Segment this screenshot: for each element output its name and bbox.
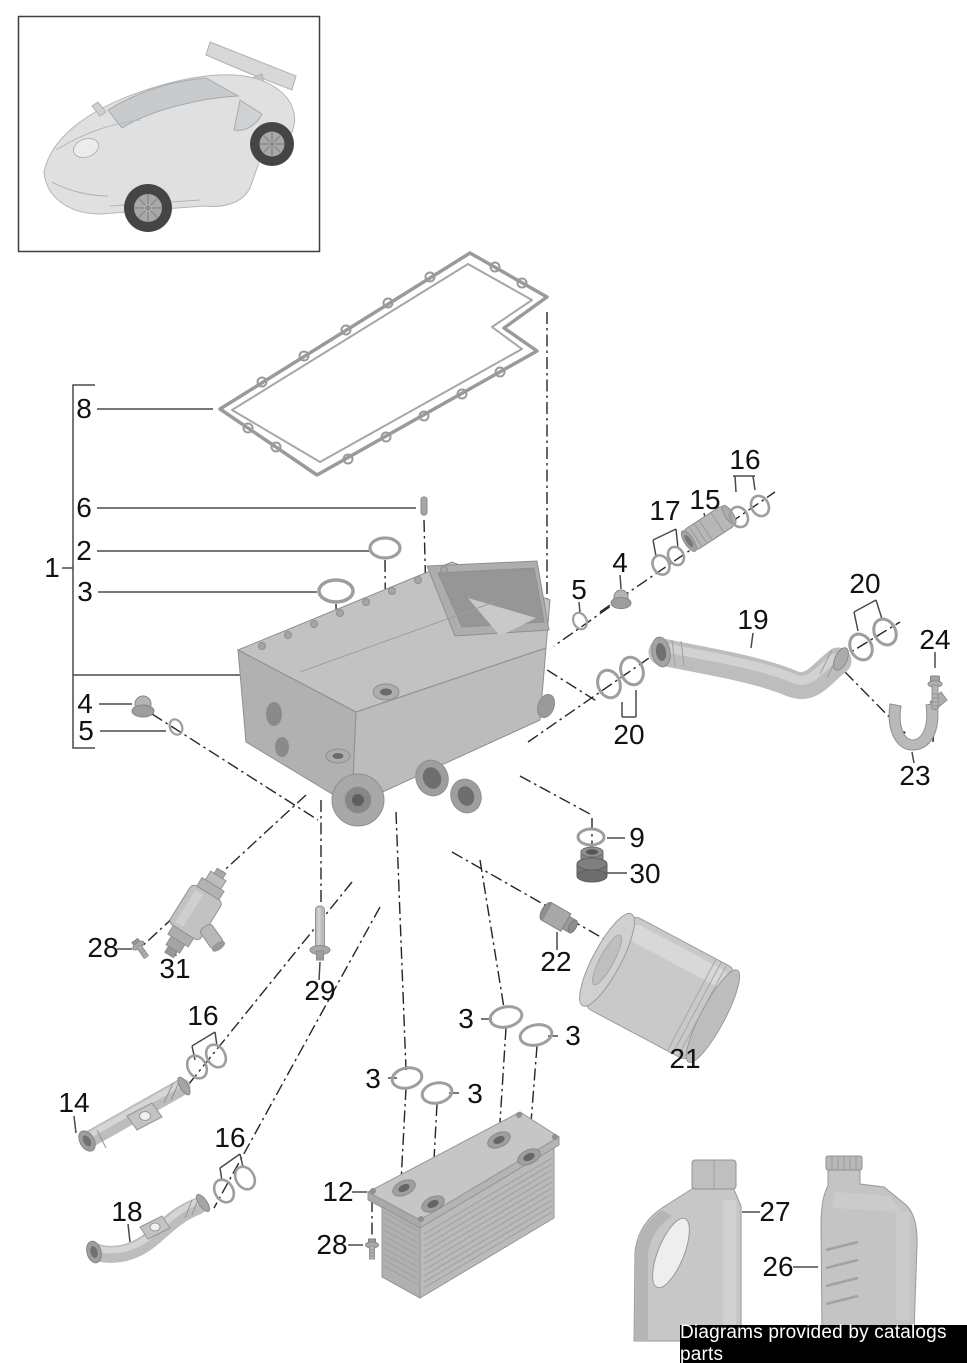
callout-24: 24 xyxy=(919,624,951,655)
callout-30: 30 xyxy=(629,858,661,889)
callout-19: 19 xyxy=(737,604,769,635)
callout-3: 3 xyxy=(467,1078,483,1109)
callout-3: 3 xyxy=(458,1003,474,1034)
callout-26: 26 xyxy=(762,1251,794,1282)
callout-31: 31 xyxy=(159,953,191,984)
watermark-text: Diagrams provided by catalogs parts xyxy=(680,1322,947,1363)
callout-3: 3 xyxy=(365,1063,381,1094)
callout-5: 5 xyxy=(78,715,94,746)
callout-18: 18 xyxy=(111,1196,143,1227)
callout-17: 17 xyxy=(649,495,681,526)
callout-16: 16 xyxy=(214,1122,246,1153)
callout-20: 20 xyxy=(613,719,645,750)
callout-4: 4 xyxy=(612,547,628,578)
callout-28: 28 xyxy=(316,1229,348,1260)
watermark-bar xyxy=(680,1322,967,1363)
callout-4: 4 xyxy=(77,688,93,719)
callout-15: 15 xyxy=(689,484,721,515)
callout-16: 16 xyxy=(729,444,761,475)
callout-3: 3 xyxy=(565,1020,581,1051)
callout-27: 27 xyxy=(759,1196,791,1227)
callout-22: 22 xyxy=(540,946,572,977)
callout-29: 29 xyxy=(304,975,336,1006)
callout-1: 1 xyxy=(44,552,60,583)
callout-8: 8 xyxy=(76,393,92,424)
callout-14: 14 xyxy=(58,1087,90,1118)
callout-5: 5 xyxy=(571,574,587,605)
callout-3: 3 xyxy=(77,576,93,607)
callout-9: 9 xyxy=(629,822,645,853)
callout-23: 23 xyxy=(899,760,931,791)
callout-28: 28 xyxy=(87,932,119,963)
callout-21: 21 xyxy=(669,1043,701,1074)
callout-20: 20 xyxy=(849,568,881,599)
callout-6: 6 xyxy=(76,492,92,523)
callout-16: 16 xyxy=(187,1000,219,1031)
callout-2: 2 xyxy=(76,535,92,566)
callout-12: 12 xyxy=(322,1176,354,1207)
